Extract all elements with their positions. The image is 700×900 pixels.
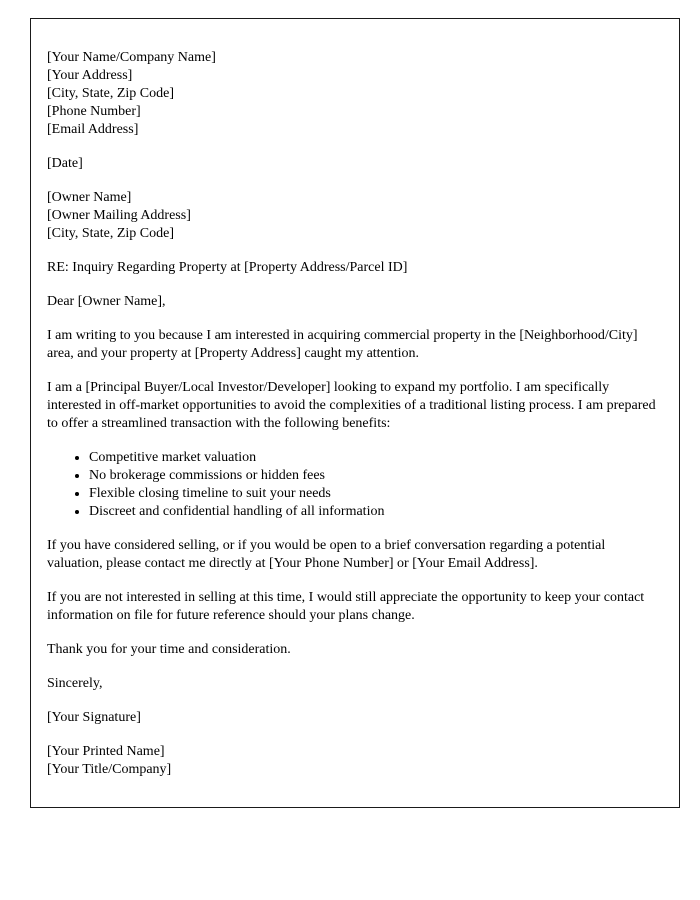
- title-company-line: [Your Title/Company]: [47, 762, 172, 777]
- signature-line: [Your Signature]: [47, 710, 141, 725]
- recipient-address-line: [Owner Mailing Address]: [47, 208, 191, 223]
- pitch-paragraph: I am a [Principal Buyer/Local Investor/Developer] looking to expand my portfolio. I am specifically interested in off-market opportunities to avoid the complexities of a traditional listing process. I am prepared to offer a streamlined transaction with the following benefits:: [47, 380, 656, 431]
- thanks-paragraph: Thank you for your time and consideration.: [47, 642, 291, 657]
- contact-paragraph: If you have considered selling, or if you would be open to a brief conversation regarding a potential valuation, please contact me directly at [Your Phone Number] or [Your Email Address].: [47, 538, 606, 571]
- date-line: [Date]: [47, 156, 83, 171]
- benefits-list: [47, 449, 663, 521]
- benefit-item: • Flexible closing timeline to suit your needs: [89, 485, 663, 503]
- sender-address-line: [Your Address]: [47, 68, 133, 83]
- sender-phone-line: [Phone Number]: [47, 104, 141, 119]
- recipient-name-line: [Owner Name]: [47, 190, 132, 205]
- subject-line: RE: Inquiry Regarding Property at [Property Address/Parcel ID]: [47, 260, 408, 275]
- letter-document: [30, 18, 680, 808]
- fallback-paragraph: If you are not interested in selling at this time, I would still appreciate the opportunity to keep your contact information on file for future reference should your plans change.: [47, 590, 645, 623]
- recipient-address-block: [47, 189, 663, 243]
- sign-off-line: Sincerely,: [47, 676, 103, 691]
- printed-name-line: [Your Printed Name]: [47, 744, 165, 759]
- date-block: [47, 155, 663, 173]
- sender-name-line: [Your Name/Company Name]: [47, 50, 216, 65]
- benefit-item: • Competitive market valuation: [89, 449, 663, 467]
- salutation-line: Dear [Owner Name],: [47, 294, 166, 309]
- benefit-item: • No brokerage commissions or hidden fees: [89, 467, 663, 485]
- printed-name-block: [47, 743, 663, 779]
- benefit-item: • Discreet and confidential handling of all information: [89, 503, 663, 521]
- intro-paragraph: I am writing to you because I am interested in acquiring commercial property in the [Neighborhood/City] area, and your property at [Property Address] caught my attention.: [47, 328, 638, 361]
- sender-city-line: [City, State, Zip Code]: [47, 86, 175, 101]
- recipient-city-line: [City, State, Zip Code]: [47, 226, 175, 241]
- sender-email-line: [Email Address]: [47, 122, 139, 137]
- sender-address-block: [47, 49, 663, 139]
